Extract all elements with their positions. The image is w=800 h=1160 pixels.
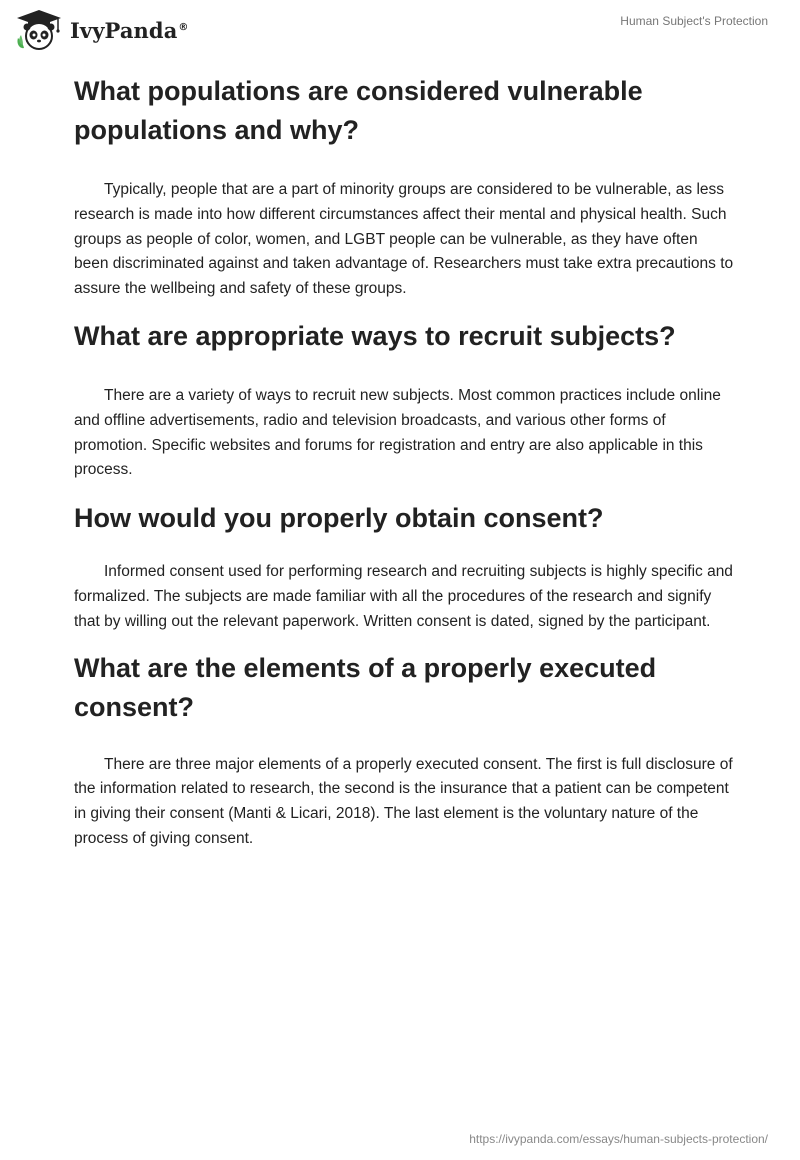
ivypanda-logo[interactable] (14, 8, 189, 52)
essay-section (74, 72, 734, 302)
section-paragraph: Informed consent used for performing research and recruiting subjects is highly specific and formalized. The subjects are made familiar with all the procedures of the research and signify that by willing out the relevant paperwork. Written consent is dated, signed by the participant. (74, 563, 733, 630)
section-heading: What are appropriate ways to recruit subjects? (74, 320, 676, 351)
document-title: Human Subject's Protection (620, 14, 768, 28)
section-paragraph: There are three major elements of a properly executed consent. The first is full disclosure of the information related to research, the second is the insurance that a patient can be competent in giving their consent (Manti & Licari, 2018). The last element is the voluntary nature of the process of giving consent. (74, 755, 733, 847)
section-paragraph: Typically, people that are a part of minority groups are considered to be vulnerable, as less research is made into how different circumstances affect their mental and physical health. Such groups as people of color, women, and LGBT people can be vulnerable, as they have often been discriminated against and taken advantage of. Researchers must take extra precautions to assure the wellbeing and safety of these groups. (74, 181, 734, 298)
essay-content (74, 72, 734, 852)
logo-text: IvyPanda® (70, 17, 189, 43)
page-header (0, 0, 800, 64)
section-paragraph: There are a variety of ways to recruit new subjects. Most common practices include online and offline advertisements, radio and television broadcasts, and various other forms of promotion. Specific websites and forums for registration and entry are also applicable in this process. (74, 386, 721, 479)
essay-section (74, 499, 734, 634)
essay-section (74, 649, 734, 852)
panda-graduate-icon (14, 8, 64, 52)
source-url-link[interactable]: https://ivypanda.com/essays/human-subjects-protection/ (469, 1132, 768, 1146)
section-heading: What populations are considered vulnerable populations and why? (74, 76, 643, 145)
registered-mark: ® (178, 21, 189, 33)
section-heading: What are the elements of a properly executed consent? (74, 652, 657, 722)
section-heading: How would you properly obtain consent? (74, 503, 604, 534)
essay-section (74, 317, 734, 483)
